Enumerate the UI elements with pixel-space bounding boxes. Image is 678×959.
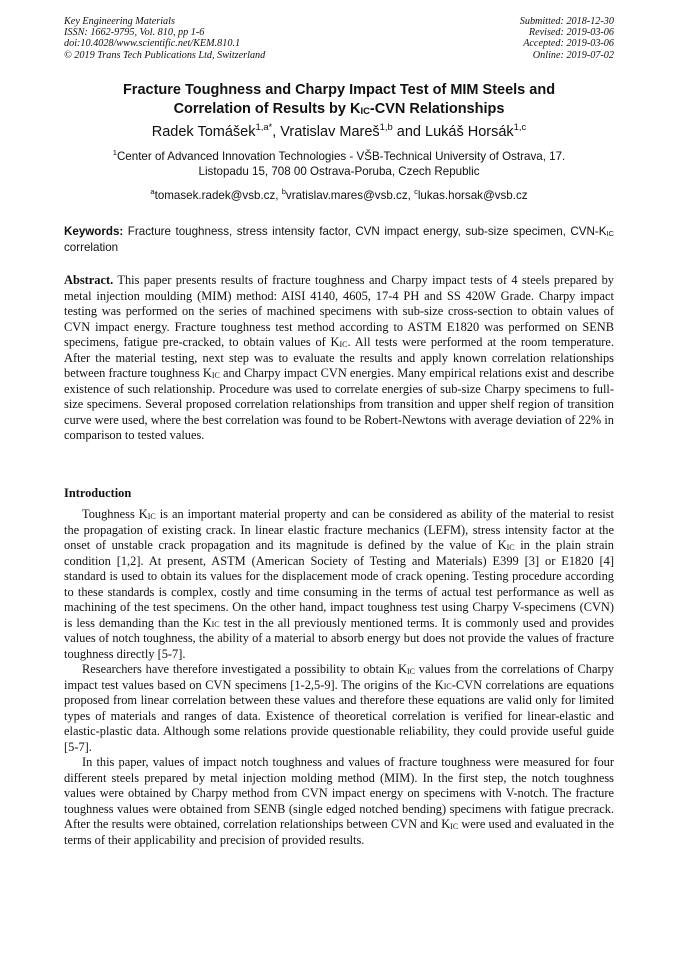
intro-p2-sub-1: IC xyxy=(406,666,415,676)
title-line-1: Fracture Toughness and Charpy Impact Test of MIM Steels and xyxy=(122,82,556,98)
keywords-label: Keywords: xyxy=(64,225,124,238)
author-1: Radek Tomášek xyxy=(151,124,256,140)
intro-p2-text-a: Researchers have therefore investigated a possibility to obtain K xyxy=(82,662,407,676)
section-heading-introduction: Introduction xyxy=(64,486,132,500)
author-1-sup: 1,a* xyxy=(255,121,273,133)
intro-p3-text-b: were used and evaluated in the terms of their applicability and precision of provided results. xyxy=(64,817,614,847)
intro-paragraph-2 xyxy=(64,662,614,755)
abstract-label: Abstract. xyxy=(64,273,114,287)
author-list xyxy=(64,123,614,141)
journal-name: Key Engineering Materials xyxy=(64,16,175,27)
introduction-body xyxy=(64,507,614,848)
author-3-sup: 1,c xyxy=(513,121,527,133)
title-text-b: -CVN Relationships xyxy=(369,101,505,117)
author-2: Vratislav Mareš xyxy=(280,124,380,140)
submitted-date: Submitted: 2018-12-30 xyxy=(519,16,614,27)
author-3: Lukáš Horsák xyxy=(425,124,514,140)
intro-p1-sub-2: IC xyxy=(506,542,515,552)
doi[interactable]: doi:10.4028/www.scientific.net/KEM.810.1 xyxy=(64,38,241,50)
abstract-text-3: and Charpy impact CVN energies. Many empirical relations exist and describe existence of such relationship. Procedure was used to correlate energies of sub-size Charpy specimens to full-size specimens. Several proposed correlation relationships from transition and upper shelf region of transition curve were used, where the best correlation was found to be Robert-Newtons with average deviation of 22% in comparison to tested values. xyxy=(64,366,614,442)
intro-p1-text-d: test in the all previously mentioned terms. It is commonly used and provides values of notch toughness, the ability of a material to absorb energy but does not provide the values of fracture toughness directly [5-7]. xyxy=(64,615,614,661)
intro-p3-text-a: In this paper, values of impact notch toughness and values of fracture toughness were measured for four different steels prepared by metal injection molding method (MIM). In the first step, the notch toughness values were obtained by Charpy method from CVN impact energy on specimens with V-notch. The fracture toughness values were obtained from SENB (single edged notched bending) specimens with fatigue precrack. After the results were obtained, correlation relationships between CVN and K xyxy=(64,755,614,831)
email-a-sup: a xyxy=(150,187,155,197)
email-a[interactable]: tomasek.radek@vsb.cz, xyxy=(154,189,282,202)
header-left xyxy=(64,16,265,61)
keywords-text-b: correlation xyxy=(64,240,119,254)
intro-p2-sub-2: IC xyxy=(443,682,452,692)
intro-p1-text-c: in the plain strain condition [1,2]. At present, ASTM (American Society of Testing and Materials) E399 [3] or E1820 [4] standard is used to obtain its values for the displacement mode of crack opening. Testing procedure according to these standards is complex, costly and time consuming in the terms of actual test performance as well as machining of the test specimens. On the other hand, impact toughness test using Charpy V-specimens (CVN) is less demanding than the K xyxy=(64,538,614,630)
intro-p1-sub-1: IC xyxy=(147,511,156,521)
abstract-text-2: . All tests were performed at the room temperature. After the material testing, next step was to evaluate the results and apply known correlation relationships between fracture toughness K xyxy=(64,335,615,380)
email-list xyxy=(64,188,614,203)
author-sep-2: and xyxy=(392,124,425,140)
email-c-sup: c xyxy=(414,187,418,197)
intro-p2-text-c: -CVN correlations are equations proposed from linear correlation between these values and therefore these equations are valid only for limited types of materials and ranges of data. Existence of theoretical correlation is verified for linear-elastic and elastic-plastic data. Although some relations provide questionable reliability, they could provide useful guide [5-7]. xyxy=(64,677,614,754)
online-date: Online: 2019-07-02 xyxy=(532,49,614,61)
author-2-sup: 1,b xyxy=(379,121,393,133)
paper-title xyxy=(64,81,614,119)
affiliation xyxy=(64,149,614,179)
affiliation-line-1 xyxy=(64,149,614,164)
affiliation-num: 1 xyxy=(112,148,117,158)
abstract xyxy=(64,273,614,444)
accepted-date: Accepted: 2019-03-06 xyxy=(523,38,614,50)
email-c[interactable]: lukas.horsak@vsb.cz xyxy=(417,189,528,202)
intro-p3-sub-1: IC xyxy=(450,821,459,831)
intro-p1-sub-3: IC xyxy=(211,620,220,630)
keywords-subscript: IC xyxy=(606,228,614,238)
intro-p1-text-a: Toughness K xyxy=(82,507,148,521)
affiliation-line-2: Listopadu 15, 708 00 Ostrava-Poruba, Czech Republic xyxy=(198,165,480,178)
copyright: © 2019 Trans Tech Publications Ltd, Switzerland xyxy=(64,49,266,61)
intro-paragraph-1 xyxy=(64,507,614,662)
abstract-text-1: This paper presents results of fracture toughness and Charpy impact tests of 4 steels prepared by metal injection moulding (MIM) method: AISI 4140, 4605, 17-4 PH and SS 420W Grade. Charpy impact testing was performed on the series of machined specimens with sub-size cross-section to obtain values of CVN impact energy. Fracture toughness test method according to ASTM E1820 was performed on SENB specimens, fatigue pre-cracked, to obtain values of K xyxy=(64,273,614,349)
abstract-sub-2: IC xyxy=(211,370,220,380)
title-line-2 xyxy=(64,100,614,119)
affiliation-text-1: Center of Advanced Innovation Technologies - VŠB-Technical University of Ostrava, 17. xyxy=(116,150,566,163)
issn: ISSN: 1662-9795, Vol. 810, pp 1-6 xyxy=(64,27,205,39)
abstract-sub-1: IC xyxy=(339,339,348,349)
revised-date: Revised: 2019-03-06 xyxy=(528,27,614,39)
title-text-a: Correlation of Results by K xyxy=(173,101,361,117)
intro-paragraph-3 xyxy=(64,755,614,848)
keywords-text-a: Fracture toughness, stress intensity factor, CVN impact energy, sub-size specimen, CVN-K xyxy=(123,225,607,238)
header-right xyxy=(520,16,614,61)
intro-p1-text-b: is an important material property and can be considered as ability of the material to resist the propagation of existing crack. In linear elastic fracture mechanics (LEFM), stress intensity factor at the onset of unstable crack propagation and its magnitude is defined by the value of K xyxy=(64,507,614,552)
intro-p2-text-b: values from the correlations of Charpy impact test values based on CVN specimens [1-2,5-9]. The origins of the K xyxy=(64,662,614,692)
author-sep-1: , xyxy=(272,124,281,140)
title-subscript: IC xyxy=(360,104,370,116)
email-b[interactable]: vratislav.mares@vsb.cz, xyxy=(285,189,415,202)
keywords xyxy=(64,224,614,255)
email-b-sup: b xyxy=(281,187,286,197)
